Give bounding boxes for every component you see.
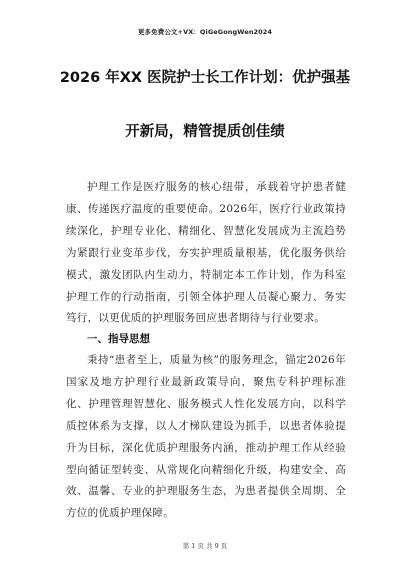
guiding-principle-paragraph: 秉持“患者至上，质量为核”的服务理念，锚定2026年国家及地方护理行业最新政策导向，聚焦专科护理标准化、护理管理智慧化、服务模式人性化发展方向，以科学质控体系为支撑，以人才梯队建设为抓手，以患者体验提升为目标，深化优质护理服务内涵，推动护理工作从经验型向循证型转变、从常规化向精细化升级，构建安全、高效、温馨、专业的护理服务生态，为患者提供全周期、全方位的优质护理保障。: [66, 354, 346, 520]
section-heading: 一、指导思想: [87, 333, 150, 345]
page-header: 更多免费公文+VX：QiGeGongWen2024: [137, 28, 273, 36]
document-title-line-1: 2026 年XX 医院护士长工作计划：优护强基: [59, 70, 351, 86]
document-title-line-2: 开新局，精管提质创佳绩: [125, 124, 285, 140]
page-number: 第 1 页 共 9 页: [182, 542, 228, 550]
intro-paragraph: 护理工作是医疗服务的核心纽带，承载着守护患者健康、传递医疗温度的重要使命。2026年，医疗行业政策持续深化，护理专业化、精细化、智慧化发展成为主流趋势为紧跟行业变革步伐，夯实护理质量根基，优化服务供给模式，激发团队内生动力，特制定本工作计划，作为科室护理工作的行动指南，引领全体护理人员凝心聚力、务实笃行，以更优质的护理服务回应患者期待与行业要求。: [66, 181, 346, 325]
